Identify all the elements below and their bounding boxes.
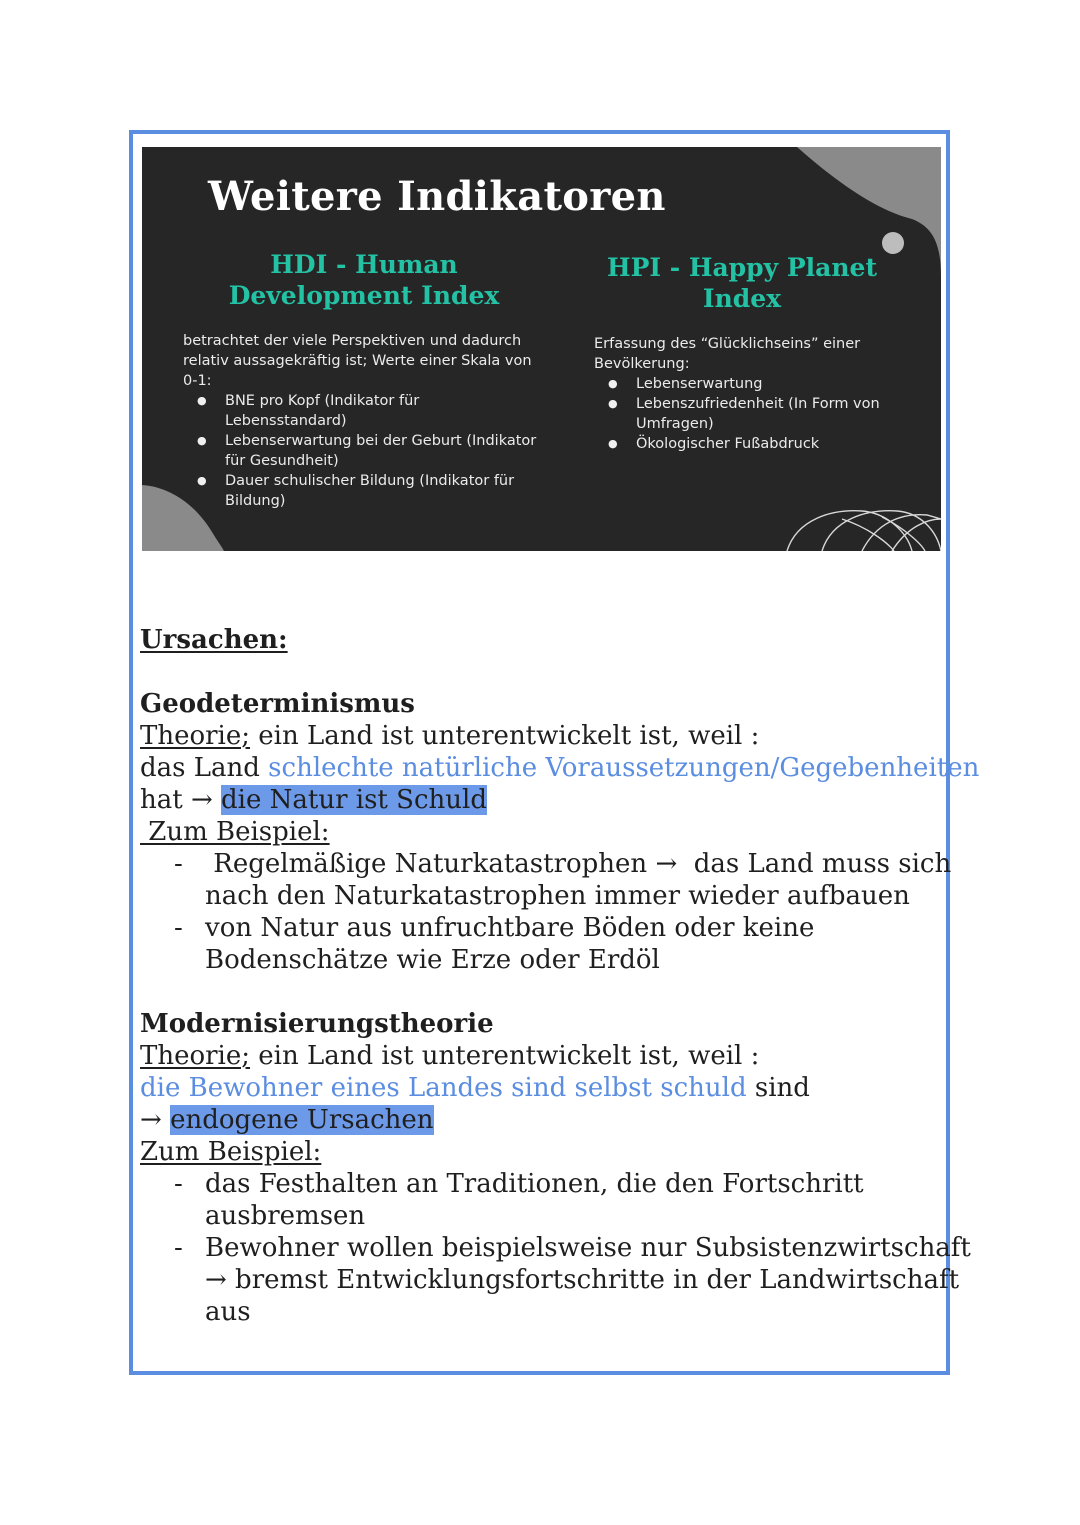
hdi-description	[183, 331, 563, 511]
hdi-list	[183, 391, 563, 511]
list-item: ● Lebenserwartung bei der Geburt (Indikator für Gesundheit)	[183, 431, 563, 471]
list-item: ● Lebenserwartung	[594, 374, 924, 394]
list-item: - Regelmäßige Naturkatastrophen → das Land muss sich nach den Naturkatastrophen immer wieder aufbauen	[140, 848, 940, 912]
hpi-intro-line: Erfassung des “Glücklichseins” einer	[594, 336, 861, 352]
hpi-heading-line2: Index	[702, 284, 782, 313]
mod-line3: → endogene Ursachen	[140, 1105, 434, 1135]
geo-beispiel: Zum Beispiel:	[140, 817, 330, 847]
list-item: ● Ökologischer Fußabdruck	[594, 434, 924, 454]
hdi-heading-line1: HDI - Human	[270, 250, 458, 279]
mod-list	[140, 1168, 971, 1328]
hpi-description	[594, 334, 924, 454]
hdi-heading	[214, 249, 514, 311]
hdi-intro-line: relativ aussagekräftig ist; Werte einer Skala von	[183, 353, 532, 369]
geo-list	[140, 848, 952, 976]
list-item: ● BNE pro Kopf (Indikator für Lebensstandard)	[183, 391, 563, 431]
geo-line3: hat → die Natur ist Schuld	[140, 785, 487, 815]
geo-title: Geodeterminismus	[140, 689, 415, 719]
hpi-intro-line: Bevölkerung:	[594, 356, 690, 372]
hdi-heading-line2: Development Index	[228, 281, 500, 310]
list-item: ● Dauer schulischer Bildung (Indikator für Bildung)	[183, 471, 563, 511]
hpi-list	[594, 374, 924, 454]
dot-shape	[882, 232, 904, 254]
mod-beispiel: Zum Beispiel:	[140, 1137, 322, 1167]
indicator-slide	[142, 147, 941, 551]
hpi-heading-line1: HPI - Happy Planet	[606, 253, 878, 282]
geo-line2: das Land schlechte natürliche Voraussetzungen/Gegebenheiten	[140, 753, 980, 783]
list-item: ● Lebenszufriedenheit (In Form von Umfragen)	[594, 394, 924, 434]
hdi-intro-line: betrachtet der viele Perspektiven und dadurch	[183, 333, 522, 349]
notes-section	[140, 624, 980, 1328]
mod-title: Modernisierungstheorie	[140, 1009, 494, 1039]
list-item: - von Natur aus unfruchtbare Böden oder keine Bodenschätze wie Erze oder Erdöl	[140, 912, 940, 976]
arc-pattern	[787, 511, 941, 551]
mod-theorie-line: Theorie; ein Land ist unterentwickelt ist, weil :	[140, 1041, 760, 1071]
mod-line2: die Bewohner eines Landes sind selbst schuld sind	[140, 1073, 810, 1103]
list-item: - Bewohner wollen beispielsweise nur Subsistenzwirtschaft → bremst Entwicklungsfortschritte in der Landwirtschaft aus	[140, 1232, 940, 1328]
hpi-heading	[592, 252, 892, 314]
ursachen-heading: Ursachen:	[140, 625, 288, 655]
geo-theorie-line: Theorie; ein Land ist unterentwickelt ist, weil :	[140, 721, 760, 751]
slide-title: Weitere Indikatoren	[208, 173, 666, 220]
hdi-intro-line: 0-1:	[183, 373, 212, 389]
list-item: - das Festhalten an Traditionen, die den Fortschritt ausbremsen	[140, 1168, 940, 1232]
